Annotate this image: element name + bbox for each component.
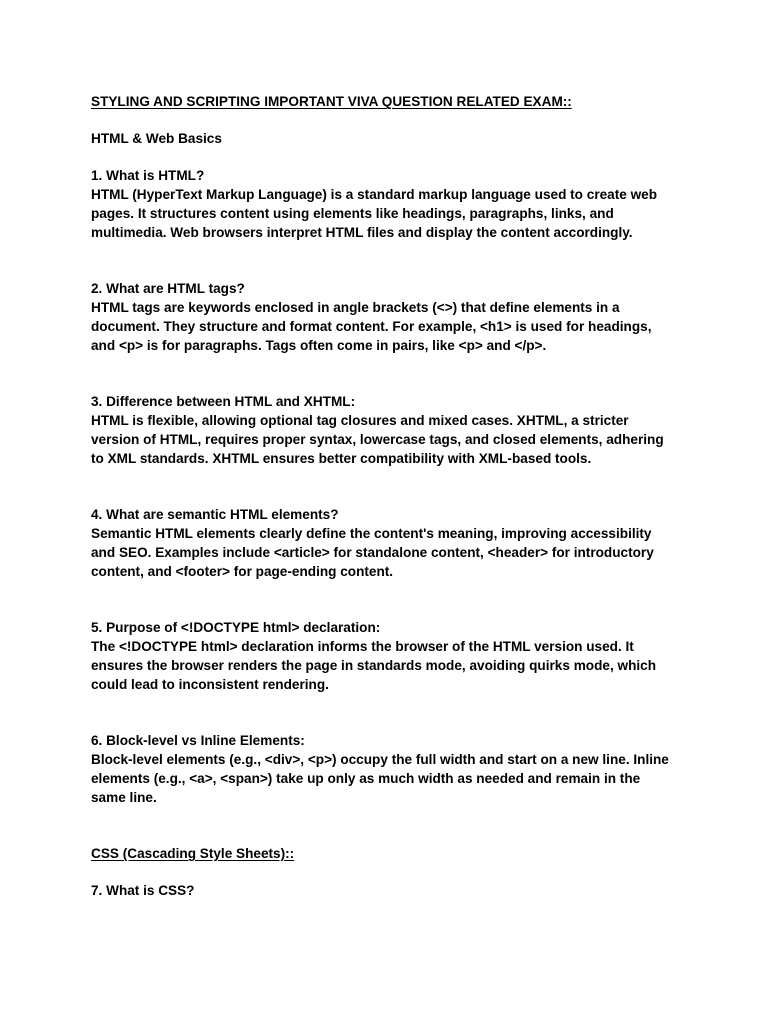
document-title: STYLING AND SCRIPTING IMPORTANT VIVA QUESTION RELATED EXAM:: [91, 94, 572, 109]
answer-4-line-1: Semantic HTML elements clearly define the content's meaning, improving accessibility [91, 526, 652, 541]
answer-5-line-1: The <!DOCTYPE html> declaration informs the browser of the HTML version used. It [91, 639, 634, 654]
answer-3-line-1: HTML is flexible, allowing optional tag closures and mixed cases. XHTML, a stricter [91, 413, 629, 428]
answer-3-line-3: to XML standards. XHTML ensures better compatibility with XML-based tools. [91, 451, 592, 466]
answer-2-line-2: document. They structure and format content. For example, <h1> is used for headings, [91, 319, 652, 334]
answer-5-line-3: could lead to inconsistent rendering. [91, 677, 329, 692]
question-2: 2. What are HTML tags? [91, 281, 245, 296]
answer-4-line-3: content, and <footer> for page-ending content. [91, 564, 394, 579]
answer-1-line-3: multimedia. Web browsers interpret HTML files and display the content accordingly. [91, 225, 633, 240]
answer-1-line-2: pages. It structures content using elements like headings, paragraphs, links, and [91, 206, 614, 221]
question-5: 5. Purpose of <!DOCTYPE html> declaration: [91, 620, 381, 635]
question-1: 1. What is HTML? [91, 168, 205, 183]
question-7: 7. What is CSS? [91, 883, 195, 898]
section-heading-css: CSS (Cascading Style Sheets):: [91, 846, 295, 861]
answer-6-line-2: elements (e.g., <a>, <span>) take up only as much width as needed and remain in the [91, 771, 641, 786]
answer-5-line-2: ensures the browser renders the page in standards mode, avoiding quirks mode, which [91, 658, 657, 673]
answer-4-line-2: and SEO. Examples include <article> for standalone content, <header> for introductory [91, 545, 654, 560]
question-3: 3. Difference between HTML and XHTML: [91, 394, 356, 409]
answer-2-line-1: HTML tags are keywords enclosed in angle brackets (<>) that define elements in a [91, 300, 620, 315]
question-4: 4. What are semantic HTML elements? [91, 507, 339, 522]
answer-3-line-2: version of HTML, requires proper syntax, lowercase tags, and closed elements, adhering [91, 432, 664, 447]
answer-2-line-3: and <p> is for paragraphs. Tags often come in pairs, like <p> and </p>. [91, 338, 547, 353]
answer-1-line-1: HTML (HyperText Markup Language) is a standard markup language used to create web [91, 187, 658, 202]
question-6: 6. Block-level vs Inline Elements: [91, 733, 305, 748]
answer-6-line-1: Block-level elements (e.g., <div>, <p>) occupy the full width and start on a new line. Inline [91, 752, 669, 767]
answer-6-line-3: same line. [91, 790, 157, 805]
section-heading-html-web-basics: HTML & Web Basics [91, 131, 222, 146]
